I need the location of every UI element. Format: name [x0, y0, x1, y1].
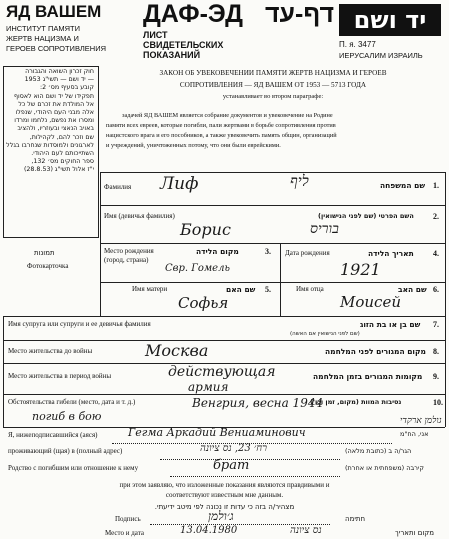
declarant-value: Гегма Аркадий Вениаминович — [128, 426, 306, 439]
law-title-ru-2: СОПРОТИВЛЕНИЯ — ЯД ВАШЕМ ОТ 1953 — 5713 ГОДА — [179, 81, 367, 89]
law-line: אל המולדת את זכרם של כל — [18, 100, 94, 108]
list-label-line: ПОКАЗАНИЙ — [143, 50, 201, 60]
law-line: קובע בסעיף מס׳ 2: — [40, 84, 94, 92]
fill-line — [170, 476, 340, 477]
law-line: שם וזכר להם, לקהילות, — [29, 133, 94, 141]
law-body-line: задачей ЯД ВАШЕМ является собрание документов и увековечение на Родине — [122, 112, 333, 119]
wartime-residence-label-he: מקומות המגורים בזמן המלחמה — [313, 372, 423, 381]
daf-ed-title-he: דף-עד — [265, 0, 335, 28]
photo-label-ru: Фотокарточка — [27, 262, 69, 270]
date-value: 13.04.1980 — [180, 525, 238, 536]
list-label — [143, 30, 223, 60]
surname-label: Фамилия — [104, 183, 132, 191]
spouse-label-he: שם בן או בת הזוג — [360, 320, 421, 329]
law-line: לארגונים ולמוסדות שנחרבו בגלל — [6, 141, 94, 149]
grid-line — [100, 172, 445, 173]
law-line: באויב הנאצי ובעוזריו, ולהציב — [17, 125, 94, 133]
prewar-residence-label-he: מקום המגורים לפני המלחמה — [325, 347, 426, 356]
law-body-ru — [106, 111, 337, 151]
grid-line — [100, 172, 101, 316]
surname-value-he: ליף — [290, 172, 309, 190]
declarant-value-he: גולמן ארקדי — [400, 416, 442, 426]
address-value: רח׳ 23, נס ציונה — [200, 443, 268, 454]
law-text-he — [6, 68, 94, 175]
birthdate-label: Дата рождения — [285, 249, 330, 257]
law-line: ומסרו את נפשם, נלחמו ומרדו — [14, 117, 94, 125]
law-body-line: нацистского врага и его пособников, а также увековечить память общин, организаций — [106, 132, 337, 139]
list-label-line: ЛИСТ — [143, 30, 168, 40]
law-line: חוק זכרון השואה והגבורה — [25, 68, 94, 75]
death-circumstances-value: Венгрия, весна 1944 — [192, 396, 324, 410]
po-box: П. я. 3477 — [339, 40, 376, 49]
yad-vashem-logo: יד ושם — [339, 4, 441, 36]
grid-line — [445, 172, 446, 427]
place-date-label-he: מקום ותאריך — [395, 529, 434, 537]
city: ИЕРУСАЛИМ ИЗРАИЛЬ — [339, 51, 423, 60]
birthplace-value: Свр. Гомель — [165, 263, 230, 274]
org-subtitle-line: ИНСТИТУТ ПАМЯТИ — [6, 24, 80, 33]
relation-value: брат — [213, 458, 250, 473]
field-number: 6. — [433, 285, 439, 294]
signature-label: Подпись — [115, 515, 141, 523]
law-line: תפקידו של יד ושם הוא לאסוף — [13, 92, 94, 100]
field-number: 4. — [433, 249, 439, 258]
mother-name-label: Имя матери — [132, 285, 168, 293]
signature-value: ג׳ולמן — [208, 509, 234, 523]
spouse-sublabel-he: (שם לפני הנישואין אם האשה) — [290, 331, 360, 337]
firstname-value-he: בוריס — [310, 221, 339, 237]
field-number: 5. — [265, 285, 271, 294]
photo-label-he: תמונות — [34, 249, 55, 257]
mother-name-label-he: שם האם — [226, 285, 256, 294]
prewar-residence-value: Москва — [145, 341, 209, 360]
law-line: ספר החוקים מס׳ 132, — [31, 158, 94, 166]
birthplace-label-he: מקום הלידה — [196, 247, 239, 256]
wartime-residence-value-2: армия — [188, 380, 229, 394]
death-circumstances-label-he: נסיבות המוות (מקום, זמן וכו') — [310, 398, 402, 406]
signature-label-he: חתימה — [345, 515, 366, 523]
place-value-he: נס ציונה — [290, 525, 322, 536]
grid-line — [100, 282, 445, 283]
field-number: 2. — [433, 212, 439, 221]
field-number: 1. — [433, 181, 439, 190]
field-number: 7. — [433, 320, 439, 329]
law-title-ru: ЗАКОН ОБ УВЕКОВЕЧЕНИИ ПАМЯТИ ЖЕРТВ НАЦИЗМА И ГЕРОЕВ — [159, 69, 387, 77]
law-body-line: памяти всех евреев, которые погибли, пали жертвами в борьбе сопротивления против — [106, 122, 336, 129]
relation-label: Родство с погибшим или отношение к нему — [8, 464, 139, 472]
death-circumstances-value-2: погиб в бою — [32, 410, 102, 423]
statement-he: מצהיר/ה בזה כי עדות זו נכונה לפי מיטב ידיעתי. — [154, 503, 295, 511]
surname-value: Лиф — [160, 174, 199, 194]
birthdate-label-he: תאריך הלידה — [368, 249, 414, 258]
grid-line — [100, 243, 445, 244]
spouse-label: Имя супруга или супруги и ее девичья фамилия — [8, 320, 151, 328]
wartime-residence-label: Место жительства в период войны — [8, 372, 112, 380]
grid-line — [3, 394, 445, 395]
grid-line — [100, 205, 445, 206]
daf-ed-title: ДАФ-ЭД — [143, 0, 243, 28]
law-line: — יד ושם — תשי"ג 1953 — [24, 76, 94, 84]
org-subtitle-ru — [6, 24, 106, 54]
father-name-value: Моисей — [340, 293, 401, 311]
firstname-label-he: השם הפרטי (שם לפני הנישואין) — [318, 212, 414, 220]
statement-ru-2: соответствуют известным мне данным. — [165, 491, 284, 499]
declarant-label: Я, нижеподписавшийся (аяся) — [8, 431, 98, 439]
declarant-label-he: אני, הח"מ — [400, 430, 429, 438]
law-body-line: и учреждений, уничтоженных потому, что они были еврейскими. — [106, 142, 281, 149]
law-line: י"ז אלול תשי"ג (28.8.53) — [23, 166, 94, 174]
address-label: проживающий (щая) в (полный адрес) — [8, 447, 123, 455]
law-line: אלה מבני העם היהודי, שנפלו — [15, 109, 94, 117]
grid-line — [3, 316, 4, 427]
birthdate-value: 1921 — [340, 260, 381, 279]
father-name-label-he: שם האב — [398, 285, 427, 294]
father-name-label: Имя отца — [296, 285, 324, 293]
field-number: 3. — [265, 247, 271, 256]
field-number: 8. — [433, 347, 439, 356]
list-label-line: СВИДЕТЕЛЬСКИХ — [143, 40, 224, 50]
death-circumstances-label: Обстоятельства гибели (место, дата и т. д.) — [8, 398, 136, 406]
prewar-residence-label: Место жительства до войны — [8, 347, 93, 355]
field-number: 9. — [433, 372, 439, 381]
law-line: השתייכותם לעם היהודי. — [31, 150, 94, 158]
mother-name-value: Софья — [178, 294, 229, 312]
grid-line — [280, 243, 281, 316]
birthplace-label: Место рождения (город, страна) — [104, 247, 154, 264]
org-subtitle-line: ЖЕРТВ НАЦИЗМА И — [6, 34, 79, 43]
grid-line — [3, 340, 445, 341]
org-name-ru: ЯД ВАШЕМ — [6, 2, 102, 21]
address-label-he: הגר/ה ב (כתובת מלאה) — [345, 447, 412, 455]
relation-label-he: קירבה (משפחתית או אחרת) — [345, 464, 424, 472]
surname-label-he: שם המשפחה — [380, 181, 426, 190]
firstname-value: Борис — [180, 220, 231, 239]
fill-line — [160, 459, 340, 460]
grid-line — [3, 316, 445, 317]
field-number: 10. — [433, 398, 443, 407]
place-date-label: Место и дата — [105, 529, 144, 537]
firstname-label: Имя (девичья фамилия) — [104, 212, 175, 220]
statement-ru-1: при этом заявляю, что изложенные показания являются правдивыми и — [119, 481, 330, 489]
wartime-residence-value: действующая — [168, 364, 276, 380]
law-intro: устанавливает во втором параграфе: — [222, 93, 324, 100]
org-subtitle-line: ГЕРОЕВ СОПРОТИВЛЕНИЯ — [6, 44, 107, 53]
